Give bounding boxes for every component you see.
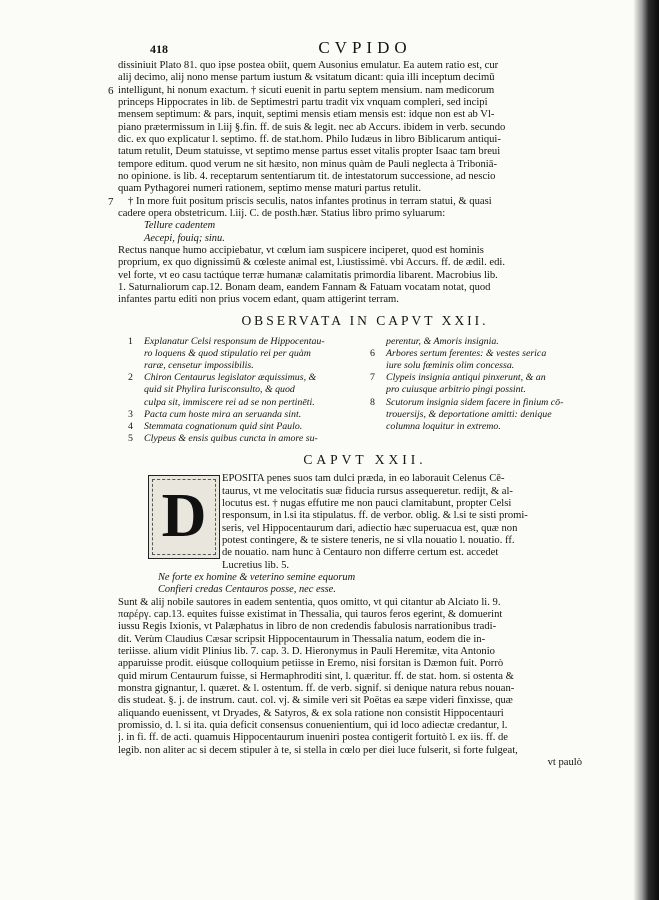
text-line: teriisse. alium vidit Plinius lib. 7. cap. 3. D. Hieronymus in Pauli Heremitæ, vita Antonio	[118, 645, 495, 657]
drop-cap-letter: D	[161, 482, 207, 551]
text-line: taurus, vt me velocitatis suæ fiducia rursus assequeretur. redijt, & al-	[222, 485, 513, 497]
list-item: 7 Clypeis insignia antiqui pinxerunt, & an	[370, 372, 546, 384]
margin-number-7: 7	[108, 195, 114, 208]
text-line: no opinione. is lib. 4. receptarum sententiarum tit. de intestatorum successione, ad nescio	[118, 171, 496, 183]
chapter-heading: CAPVT XXII.	[303, 452, 427, 468]
verse-line: Aecepi, fouiq; sinu.	[144, 232, 225, 244]
observata-heading: OBSERVATA IN CAPVT XXII.	[241, 312, 489, 328]
text-line: piano prætermissum in l.iij §.fin. ff. de suis & legit. nec ab Accurs. ibidem in verb. secundo	[118, 121, 506, 133]
text-line: iussu Regis Ixionis, vt Palæphatus in libro de non credendis fabulosis narrationibus tradi-	[118, 621, 497, 633]
text-line: † In more fuit positum priscis seculis, natos infantes protinus in terram statui, & quasi	[128, 195, 492, 207]
list-item: 1 Explanatur Celsi responsum de Hippocentau-	[128, 335, 325, 347]
text-line: de nouatio. nam hunc à Centauro non differre certum est. accedet	[222, 547, 499, 559]
text-line: legib. non aliter ac si decem stipuler à te, si stella in cœlo per diei luce fulserit, si forte fulgeat,	[118, 744, 518, 756]
text-line: potest contingere, & te sistere teneris, ne si vlla nouatio l. nouatio. ff.	[222, 535, 515, 547]
list-item: columna loquitur in extremo.	[386, 421, 501, 433]
text-line: cadere opera obstetricum. l.iij. C. de posth.hær. Statius libro primo syluarum:	[118, 208, 446, 220]
list-item: 3 Pacta cum hoste mira an seruanda sint.	[128, 408, 302, 420]
text-line: Sunt & alij nobile sautores in eadem sententia, quos omitto, vt qui citantur ab Alciato li. 9.	[118, 596, 501, 608]
page-header	[118, 38, 612, 58]
list-item: 2 Chiron Centaurus legislator æquissimus, &	[128, 372, 317, 384]
book-spine-shadow	[633, 0, 659, 900]
text-line: responsum, in l.si ita stipulatus. ff. de verbor. oblig. & l.si te sisti promi-	[222, 510, 528, 522]
running-title: CVPIDO	[318, 38, 412, 57]
text-line: promissio, d. l. si ita. quia deficit consensus conuenientium, qui id loco adiectæ credantur, l.	[118, 720, 508, 732]
chapter-opening	[118, 473, 612, 572]
text-block-third	[118, 245, 612, 307]
text-block-bottom	[118, 597, 612, 770]
verse-line: Confieri credas Centauros posse, nec esse.	[158, 584, 336, 596]
list-item: quid sit Phylira Iurisconsulto, & quod	[144, 384, 295, 396]
text-line: seris, vel Hippocentaurum dari, adiectio hæc superuacua est, quæ non	[222, 522, 518, 534]
text-line: dit. Verùm Claudius Cæsar scripsit Hippocentaurum in Thessalia natum, eodem die in-	[118, 633, 486, 645]
text-line: j. in fi. ff. de acti. quamuis Hippocentaurum inueniri postea contigerit fortuitò l. ex iis. ff. de	[118, 732, 509, 744]
text-line: 1. Saturnaliorum cap.12. Bonam deam, eandem Fannam & Fatuam vocatam notat, quod	[118, 281, 491, 293]
text-line: princeps Hippocrates in lib. de Septimestri partu tradit vix vnquam compleri, sed incipi	[118, 97, 488, 109]
verse-line: Tellure cadentem	[144, 220, 216, 232]
margin-number-6: 6	[108, 85, 114, 97]
list-item: perentur, & Amoris insignia.	[386, 335, 499, 347]
page-number: 418	[150, 42, 168, 56]
text-line: monstra gignantur, l. quæret. & l. ostentum. ff. de verb. signif. si denique natura rebus nouan-	[118, 682, 515, 694]
text-block-second	[108, 195, 612, 245]
list-item: raræ, censetur impossibilis.	[144, 360, 254, 371]
text-line: EPOSITA penes suos tam dulci præda, in eo laborauit Celenus Cē-	[222, 473, 505, 485]
catchword: vt paulò	[547, 757, 582, 769]
observata-right-column	[370, 336, 612, 446]
text-line: mensem septimum: & pars, inquit, septimi mensis etiam mensis est: idque non est ab Vl-	[118, 109, 495, 121]
text-line: dis studeat. §. j. de instrum. caut. col. vj. & simile veri sit Poëtas ea sæpe videri finxisse, quæ	[118, 695, 513, 707]
list-item: 6 Arbores sertum ferentes: & vestes serica	[370, 347, 547, 359]
text-line: dissiniuit Plato 81. quo ipse postea obiit, quem Ausonius emulatur. Ea autem ratio est, cur	[118, 60, 499, 71]
list-item: 4 Stemmata cognationum quid sint Paulo.	[128, 421, 303, 433]
text-line: proprium, ex quo dignissimū & cœleste animal est, l.iustissimè. vbi Accurs. ff. de ædil. edi.	[118, 257, 506, 269]
text-line: tempore editum. quod verum ne sit hæsito, non minus quàm de Pauli neglecta à Triboniā-	[118, 158, 497, 170]
text-line: alij decimo, alij nono mense partum iustum & vsitatum dicant: quia illi inceptum decimū	[118, 72, 495, 84]
observata-left-column	[128, 336, 370, 446]
list-item: ro loquens & quod stipulatio rei per quàm	[144, 347, 311, 359]
text-line: intelligunt, hi nonum exactum. † sicuti euenit in partu septem mensium. nam medicorum	[118, 84, 495, 96]
text-line: infantes partu editi non prius vocem edant, quam attigerint terram.	[118, 294, 399, 306]
text-line: apparuisse prodit. eiúsque colloquium petiisse in Eremo, nisi forsitan is Dæmon fuit. Porrò	[118, 658, 504, 670]
text-line: παρέργ. cap.13. equites fuisse existimat in Thessalia, qui tauros feros egerint, & domuerint	[118, 608, 503, 620]
text-line: quam Pythagorei numeri rationem, septimo mense maturi partus retulit.	[118, 183, 422, 195]
text-line: Lucretius lib. 5.	[222, 559, 290, 571]
text-line: Rectus nanque humo accipiebatur, vt cœlum iam suspicere inciperet, quod est hominis	[118, 244, 484, 256]
list-item: 8 Scutorum insignia sidem facere in finium cō-	[370, 396, 564, 408]
text-block-top	[108, 60, 612, 196]
list-item: iure solu fœminis olim concessa.	[386, 360, 515, 371]
observata-list	[128, 336, 612, 446]
text-line: quid mirum Centaurum fuisse, si Hermaphroditi sint, l. quæritur. ff. de stat. hom. si ostenta &	[118, 670, 514, 682]
list-item: trouersijs, & deportatione amitti: denique	[386, 408, 552, 420]
ornamental-initial-icon	[148, 475, 220, 559]
text-line: vel forte, vt eo casu tactúque terræ humanæ calamitatis primordia libarent. Macrobius lib.	[118, 269, 498, 281]
list-item: 5 Clypeus & ensis quibus cuncta in amore su-	[128, 433, 318, 445]
text-line: locutus est. † nugas effutire me non pauci clamitabunt, propter Celsi	[222, 498, 512, 510]
text-line: dic. ex quo explicatur l. septimo. ff. de stat.hom. Philo Iudæus in libro Biblicarum antiqui-	[118, 134, 501, 146]
list-item: culpa sit, immiscere rei ad se non pertinēti.	[144, 396, 315, 408]
text-line: aliquando euenissent, vt Dryades, & Satyros, & ex sola ratione non consistit Hippocentauri	[118, 707, 504, 719]
text-line: tatum retulit, Deum statuisse, vt septimo mense partus esset vitalis propter Isaac tam breui	[118, 146, 501, 158]
verse-line: Ne forte ex homine & veterino semine equorum	[158, 572, 356, 584]
book-page	[108, 38, 612, 769]
list-item: pro cuiusque arbitrio pingi possint.	[386, 384, 526, 396]
